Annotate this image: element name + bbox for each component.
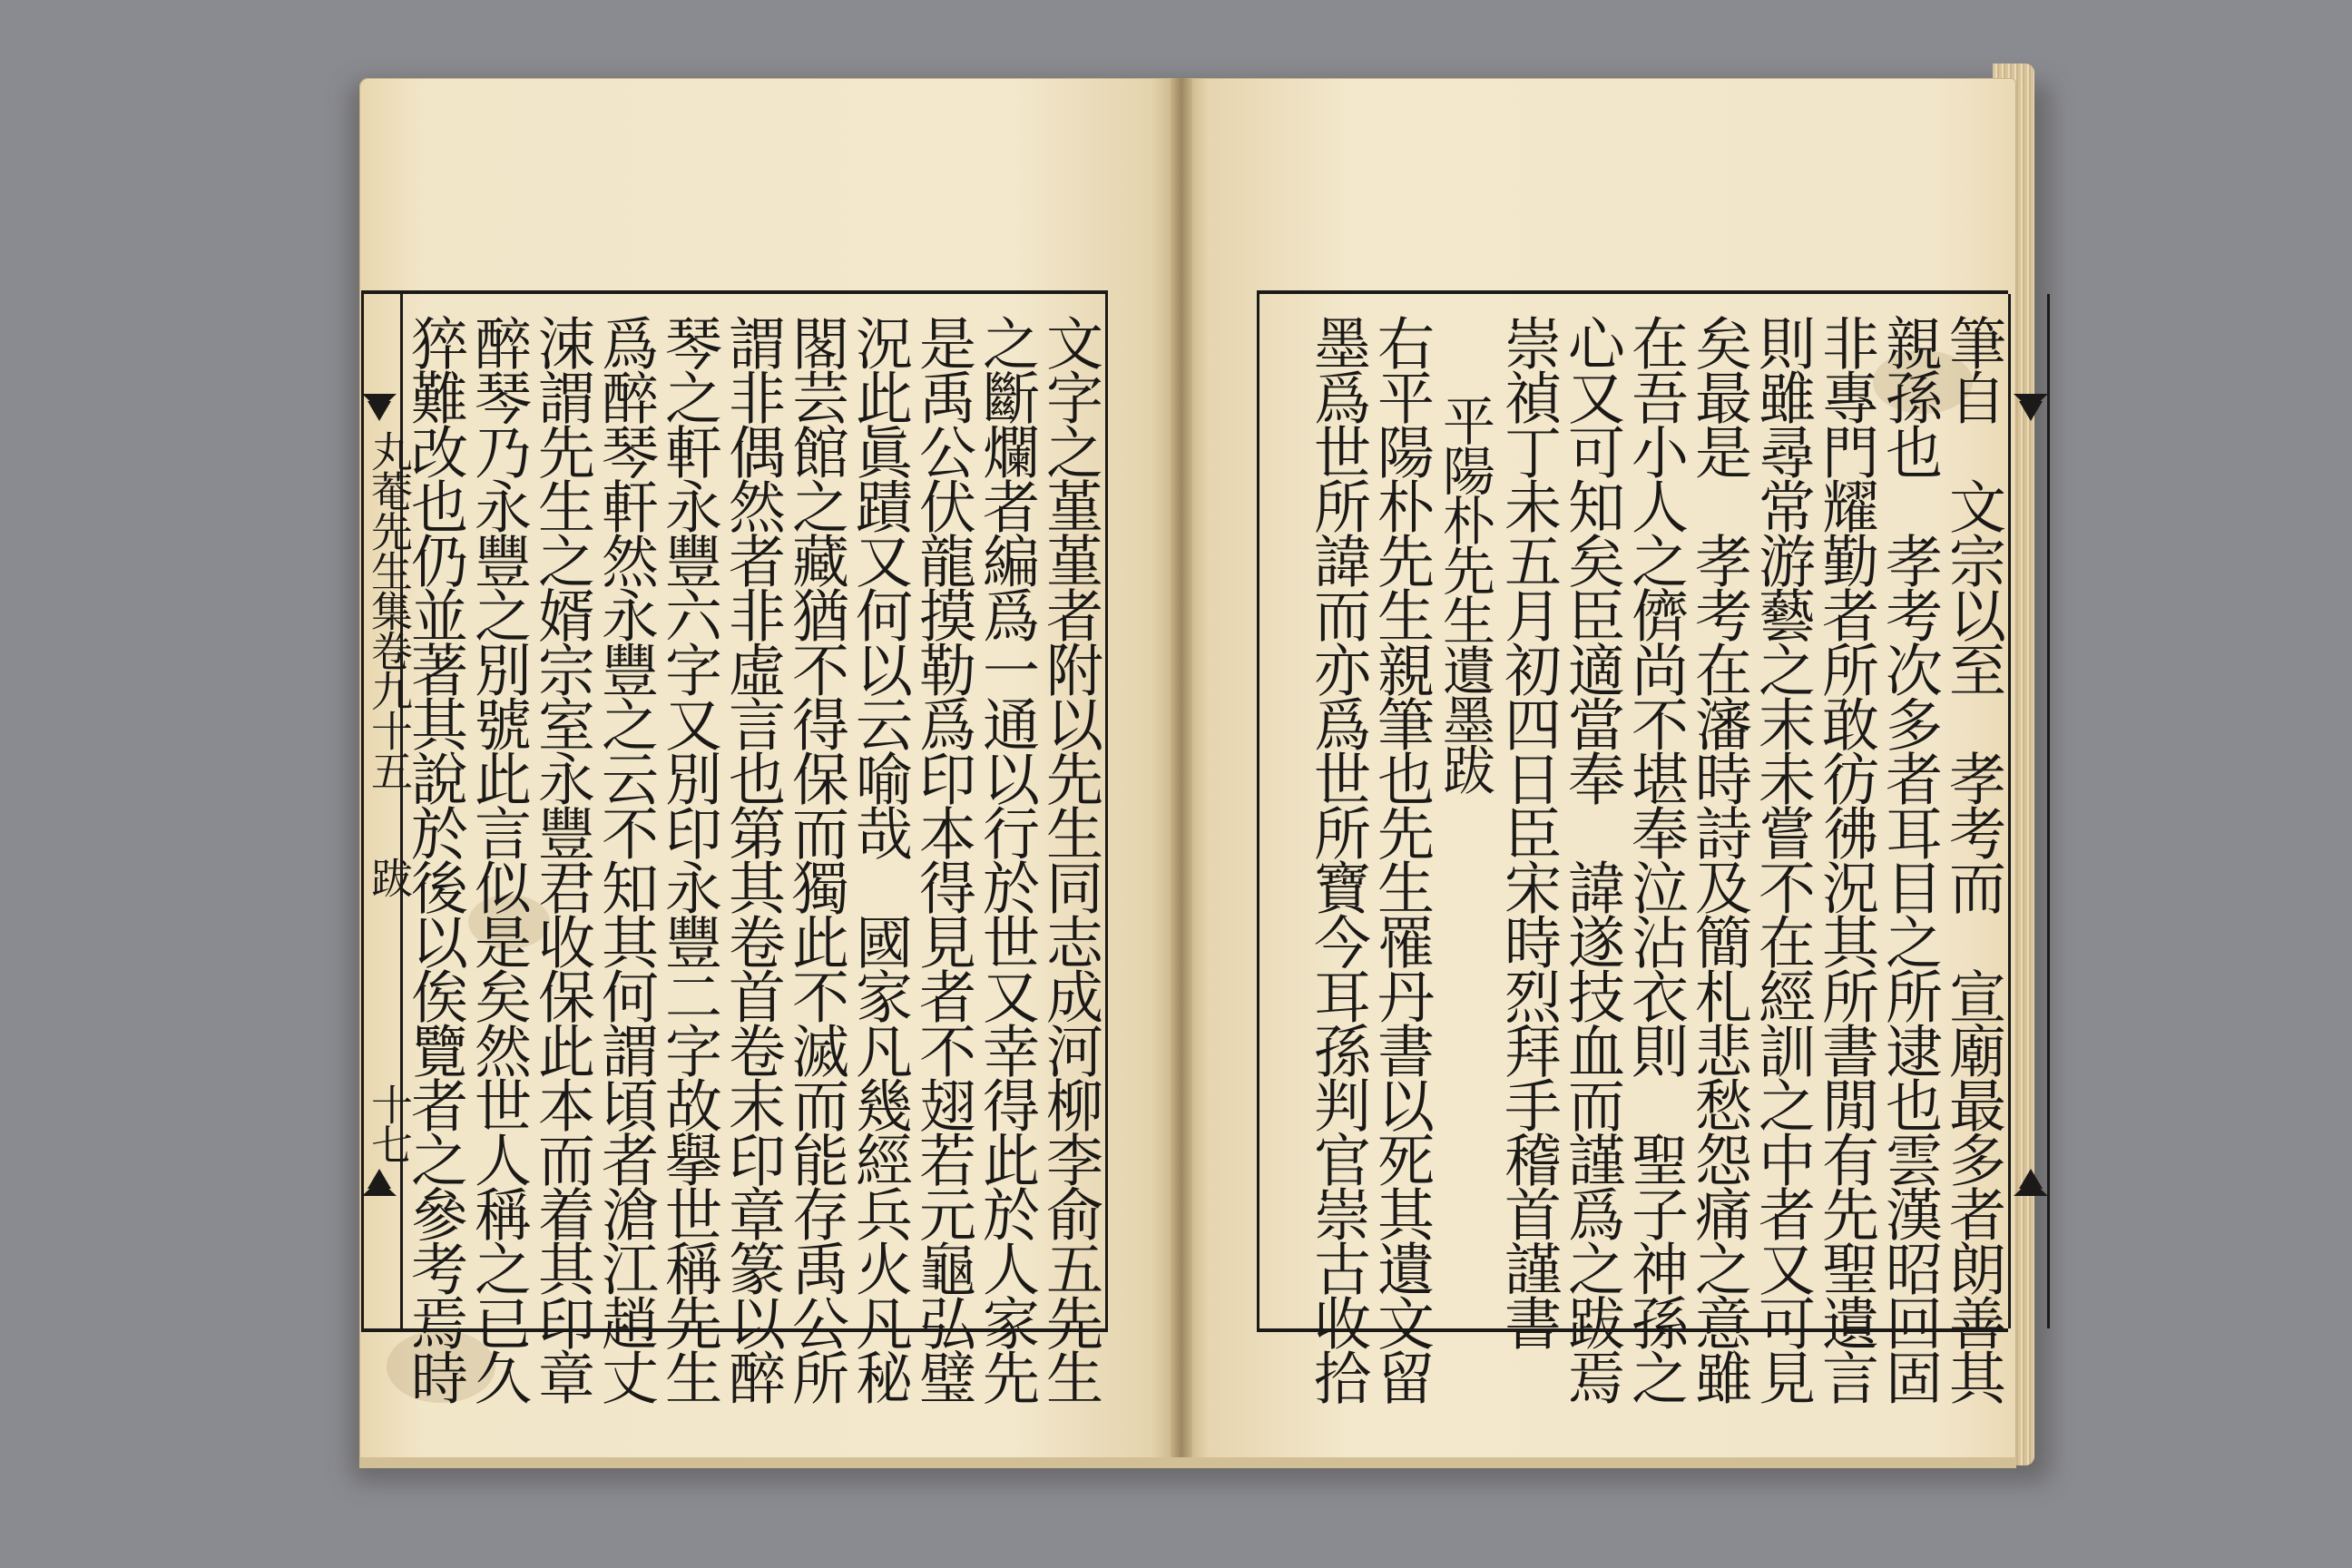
- text-column: 謂非偶然者非虛言也第其卷首卷末印章篆以醉: [720, 314, 786, 1403]
- text-column: 崇禎丁未五月初四日臣宋時烈拜手稽首謹書: [1495, 314, 1562, 1348]
- text-column: 筆自 文宗以至 孝考而 宣廟最多者朗善其: [1940, 314, 2006, 1403]
- text-column: 心又可知矣臣適當奉 諱遂技血而謹爲之跋焉: [1559, 314, 1625, 1403]
- text-column: 之斷爛者編爲一通以行於世又幸得此於人家先: [974, 314, 1040, 1403]
- margin-section: 跋: [365, 857, 414, 897]
- fish-tail-mark-upper: [362, 394, 397, 425]
- margin-page-number: 十七: [365, 1083, 414, 1163]
- text-column: 右平陽朴先生親筆也先生罹丹書以死其遺文留: [1368, 314, 1435, 1403]
- fish-tail-mark-lower: [362, 1165, 397, 1196]
- section-heading: 平陽朴先生遺墨跋: [1434, 394, 1495, 793]
- text-column: 閣芸館之藏猶不得保而獨此不滅而能存禹公所: [783, 314, 849, 1403]
- text-column: 是禹公伏龍摸勒爲印本得見者不翅若元龜弘璧: [910, 314, 976, 1403]
- fish-tail-mark-lower: [2014, 1165, 2048, 1196]
- text-column: 涑謂先生之婿宗室永豐君收保此本而着其印章: [529, 314, 595, 1403]
- text-column: 猝難改也仍並著其說於後以俟覽者之參考焉時: [402, 314, 468, 1403]
- text-column: 醉琴乃永豐之別號此言似是矣然世人稱之已久: [466, 314, 532, 1403]
- right-text-block: [1257, 290, 2008, 1403]
- page-bottom-edge: [359, 1457, 2016, 1468]
- book-gutter: [1171, 78, 1192, 1466]
- left-text-block: [361, 290, 1108, 1403]
- text-column: 文字之堇堇者附以先生同志成河柳李俞五先生: [1037, 314, 1103, 1403]
- text-column: 琴之軒永豐六字又別印永豐二字故擧世稱先生: [656, 314, 722, 1403]
- margin-title: 丸菴先生集卷九十五: [365, 430, 414, 789]
- text-column: 爲醉琴軒然永豐之云不知其何謂頃者滄江趙丈: [593, 314, 659, 1403]
- fish-tail-mark-upper: [2014, 394, 2048, 425]
- text-column: 非專門耀勤者所敢彷彿況其所書閒有先聖遺言: [1813, 314, 1879, 1403]
- text-column: 況此眞蹟又何以云喻哉 國家凡幾經兵火凡秘: [847, 314, 913, 1403]
- text-column: 墨爲世所諱而亦爲世所寶今耳孫判官崇古收拾: [1305, 314, 1371, 1403]
- text-column: 在吾小人之儕尚不堪奉泣沾衣則 聖子神孫之: [1622, 314, 1689, 1403]
- text-column: 則雖尋常游藝之末未嘗不在經訓之中者又可見: [1749, 314, 1816, 1403]
- text-column: 矣最是 孝考在瀋時詩及簡札悲愁怨痛之意雖: [1686, 314, 1752, 1403]
- text-column: 親孫也 孝考次多者耳目之所逮也雲漢昭回固: [1877, 314, 1943, 1403]
